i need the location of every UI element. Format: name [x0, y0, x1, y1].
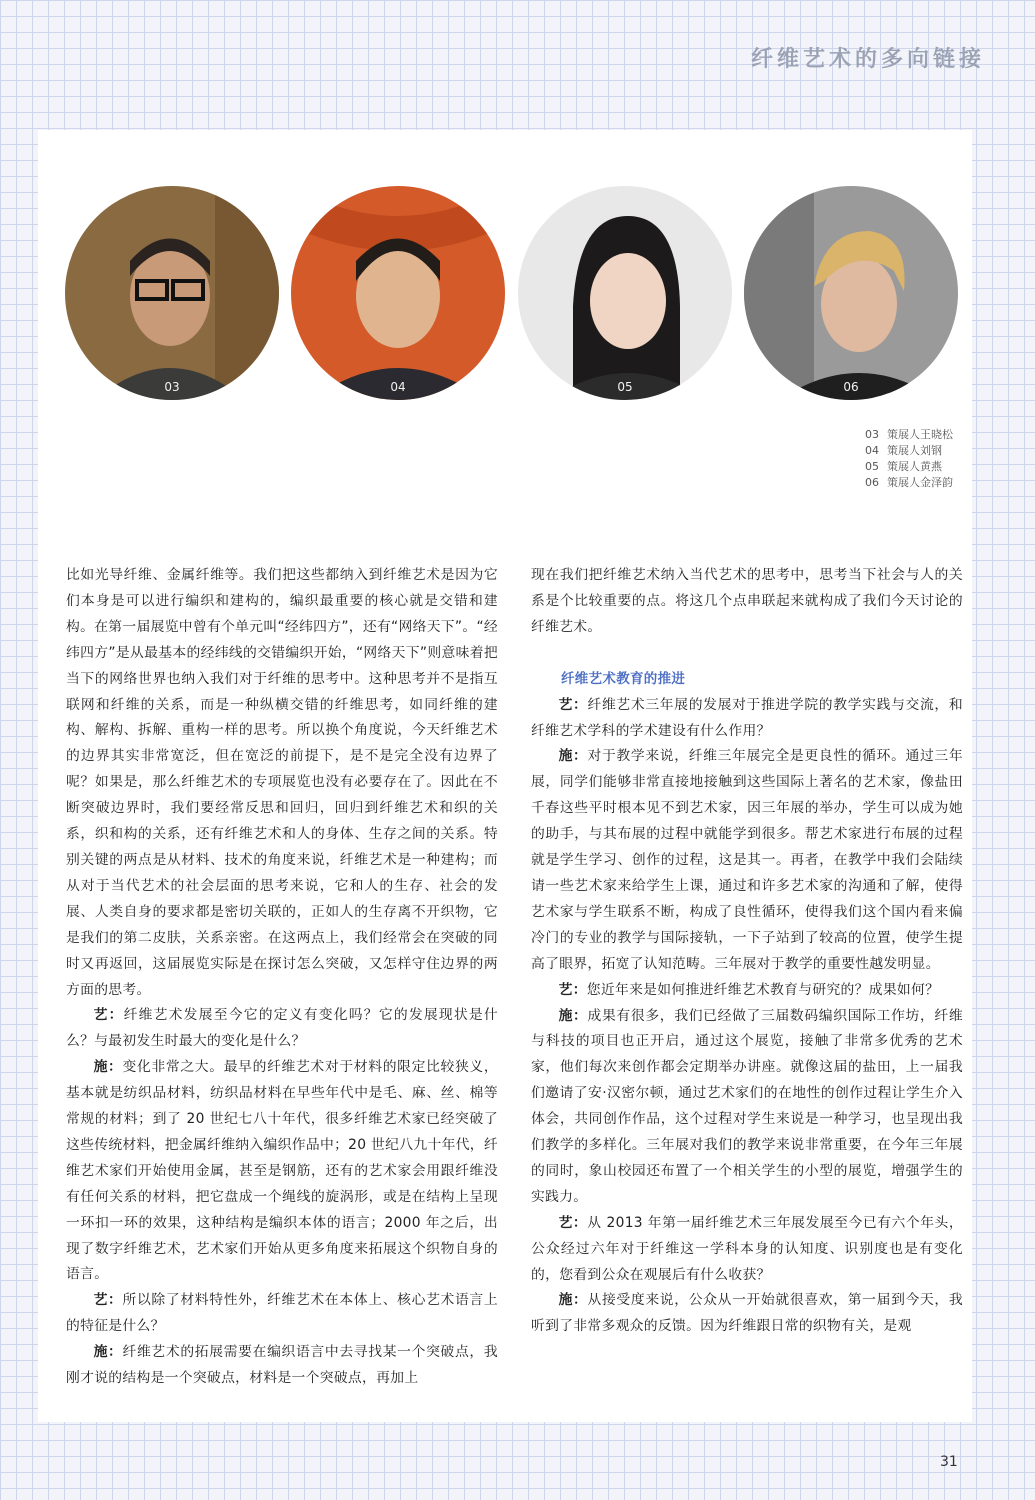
paragraph: 艺：纤维艺术三年展的发展对于推进学院的教学实践与交流，和纤维艺术学科的学术建设有什么作用？	[531, 696, 963, 739]
caption-line: 05 策展人黄燕	[865, 460, 942, 473]
paragraph: 施：对于教学来说，纤维三年展完全是更良性的循环。通过三年展，同学们能够非常直接地接触到这些国际上著名的艺术家，像盐田千春这些平时根本见不到艺术家，因三年展的举办，学生可以成为她的助手，与其布展的过程中就能学到很多。帮艺术家进行布展的过程就是学生学习、创作的过程，这是其一。再者，在教学中我们会陆续请一些艺术家来给学生上课，通过和许多艺术家的沟通和了解，使得艺术家与学生联系不断，构成了良性循环，使得我们这个国内看来偏冷门的专业的教学与国际接轨，一下子站到了较高的位置，使学生提高了眼界，拓宽了认知范畴。三年展对于教学的重要性越发明显。	[531, 748, 963, 972]
portrait-photo-06	[744, 186, 958, 400]
photo-number: 04	[390, 380, 406, 394]
portrait-illustration	[518, 186, 732, 400]
photo-captions	[865, 427, 953, 491]
paragraph: 艺：所以除了材料特性外，纤维艺术在本体上、核心艺术语言上的特征是什么？	[66, 1292, 498, 1335]
left-text-column	[66, 563, 498, 1392]
caption-line: 03 策展人王晓松	[865, 428, 953, 441]
photo-number: 06	[843, 380, 859, 394]
portrait-illustration	[291, 186, 505, 400]
page-number: 31	[940, 1454, 958, 1470]
paragraph: 施：纤维艺术的拓展需要在编织语言中去寻找某一个突破点，我刚才说的结构是一个突破点，材料是一个突破点，再加上	[66, 1344, 498, 1387]
paragraph: 现在我们把纤维艺术纳入当代艺术的思考中，思考当下社会与人的关系是个比较重要的点。将这几个点串联起来就构成了我们今天讨论的纤维艺术。	[531, 567, 963, 635]
portrait-photo-04	[291, 186, 505, 400]
paragraph: 施：变化非常之大。最早的纤维艺术对于材料的限定比较狭义，基本就是纺织品材料，纺织品材料在早些年代中是毛、麻、丝、棉等常规的材料；到了 20 世纪七八十年代，很多纤维艺术家已经突破了这些传统材料，把金属纤维纳入编织作品中；20 世纪八九十年代，纤维艺术家们开始使用金属，甚至是钢筋，还有的艺术家会用跟纤维没有任何关系的材料，把它盘成一个绳线的旋涡形，或是在结构上呈现一环扣一环的效果，这种结构是编织本体的语言；2000 年之后，出现了数字纤维艺术，艺术家们开始从更多角度来拓展这个织物自身的语言。	[66, 1059, 498, 1283]
section-heading: 纤维艺术教育的推进	[561, 670, 686, 687]
right-text-column	[531, 563, 963, 1340]
paragraph: 艺：纤维艺术发展至今它的定义有变化吗？它的发展现状是什么？与最初发生时最大的变化是什么？	[66, 1007, 498, 1050]
photo-number: 05	[617, 380, 633, 394]
photo-number: 03	[164, 380, 180, 394]
paragraph: 艺：您近年来是如何推进纤维艺术教育与研究的？成果如何？	[558, 981, 940, 998]
section-title: 纤维艺术的多向链接	[750, 47, 985, 72]
portrait-illustration	[744, 186, 958, 400]
paragraph: 施：成果有很多，我们已经做了三届数码编织国际工作坊，纤维与科技的项目也正开启，通过这个展览，接触了非常多优秀的艺术家，他们每次来创作都会定期举办讲座。就像这届的盐田，上一届我们邀请了安·汉密尔顿，通过艺术家们的在地性的创作过程让学生介入体会，共同创作作品，这个过程对学生来说是一种学习，也呈现出我们教学的多样化。三年展对我们的教学来说非常重要，在今年三年展的同时，象山校园还布置了一个相关学生的小型的展览，增强学生的实践力。	[531, 1007, 963, 1205]
paragraph: 施：从接受度来说，公众从一开始就很喜欢，第一届到今天，我听到了非常多观众的反馈。因为纤维跟日常的织物有关，是观	[531, 1292, 963, 1335]
portrait-illustration	[65, 186, 279, 400]
portrait-photo-03	[65, 186, 279, 400]
caption-line: 04 策展人刘钢	[865, 444, 942, 457]
portrait-photo-05	[518, 186, 732, 400]
paragraph: 比如光导纤维、金属纤维等。我们把这些都纳入到纤维艺术是因为它们本身是可以进行编织和建构的，编织最重要的核心就是交错和建构。在第一届展览中曾有个单元叫“经纬四方”，还有“网络天下”。“经纬四方”是从最基本的经纬线的交错编织开始，“网络天下”则意味着把当下的网络世界也纳入我们对于纤维的思考中。这种思考并不是指互联网和纤维的关系，而是一种纵横交错的纤维思考，如同纤维的建构、解构、拆解、重构一样的思考。所以换个角度说，今天纤维艺术的边界其实非常宽泛，但在宽泛的前提下，是不是完全没有边界了呢？如果是，那么纤维艺术的专项展览也没有必要存在了。因此在不断突破边界时，我们要经常反思和回归，回归到纤维艺术和织的关系，织和构的关系，还有纤维艺术和人的身体、生存之间的关系。特别关键的两点是从材料、技术的角度来说，纤维艺术是一种建构；而从对于当代艺术的社会层面的思考来说，它和人的生存、社会的发展、人类自身的要求都是密切关联的，正如人的生存离不开织物，它是我们的第二皮肤，关系亲密。在这两点上，我们经常会在突破的同时又再返回，这届展览实际是在探讨怎么突破，又怎样守住边界的两方面的思考。	[66, 567, 498, 998]
paragraph: 艺：从 2013 年第一届纤维艺术三年展发展至今已有六个年头，公众经过六年对于纤维这一学科本身的认知度、识别度也是有变化的，您看到公众在观展后有什么收获？	[531, 1214, 963, 1283]
caption-line: 06 策展人金泽韵	[865, 476, 953, 489]
